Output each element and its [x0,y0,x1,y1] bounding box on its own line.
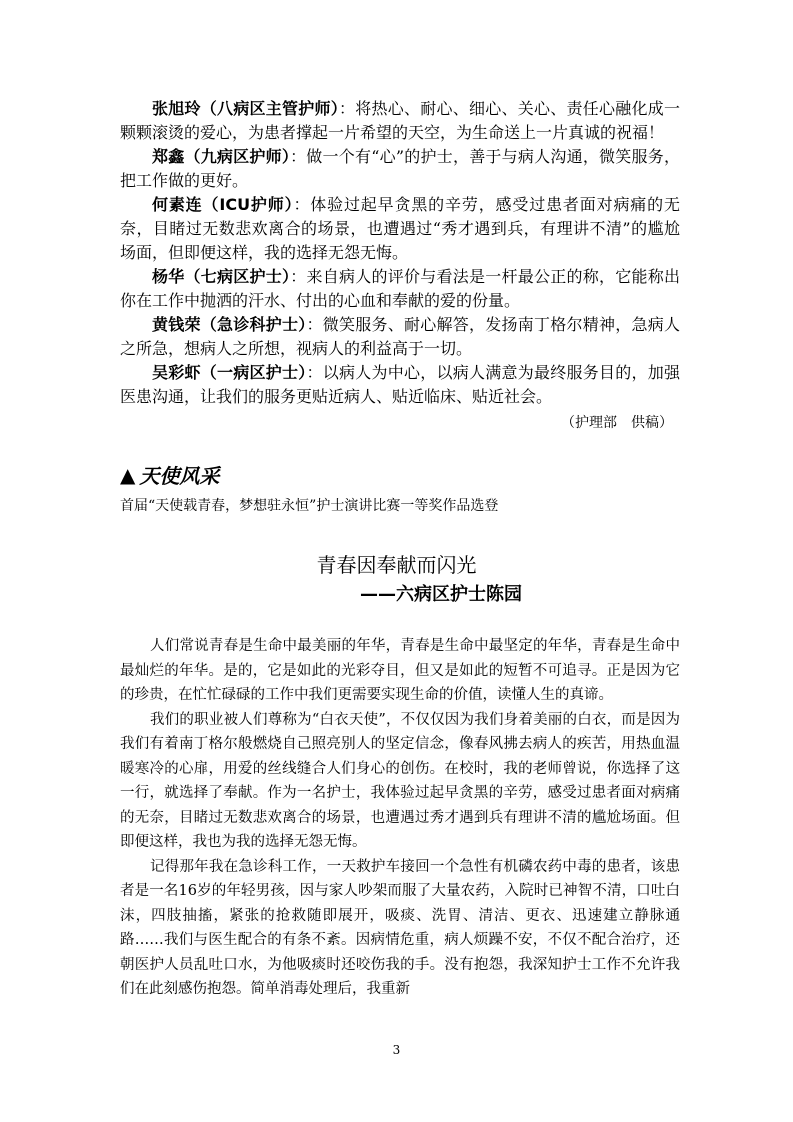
section-intro: 首届“天使载青春，梦想驻永恒”护士演讲比赛一等奖作品选登 [120,498,499,514]
quote-item [120,265,680,313]
quote-text: ：微笑服务、耐心解答，发扬南丁格尔精神，急病人之所急，想病人之所想，视病人的利益高于一切。 [120,315,680,358]
quote-text: ：来自病人的评价与看法是一杆最公正的称，它能称出你在工作中抛洒的汗水、付出的心血和奉献的爱的份量。 [120,267,680,310]
quote-name: 杨华（七病区护士） [152,267,291,286]
article-paragraph: 记得那年我在急诊科工作，一天救护车接回一个急性有机磷农药中毒的患者，该患者是一名16岁的年轻男孩，因与家人吵架而服了大量农药，入院时已神智不清，口吐白沫，四肢抽搐，紧张的抢救随即展开，吸痰、洗胃、清洁、更衣、迅速建立静脉通路……我们与医生配合的有条不紊。因病情危重，病人烦躁不安，不仅不配合治疗，还朝医护人员乱吐口水，为他吸痰时还咬伤我的手。没有抱怨，我深知护士工作不允许我们在此刻感伤抱怨。简单消毒处理后，我重新 [120,858,680,997]
section-heading [120,460,219,489]
page-number: 3 [392,1043,401,1057]
quote-text: ：做一个有“心”的护士，善于与病人沟通，微笑服务，把工作做的更好。 [120,147,680,190]
quote-text: ：体验过起早贪黑的辛劳，感受过患者面对病痛的无奈，目睹过无数悲欢离合的场景，也遭遇过“秀才遇到兵，有理讲不清”的尴尬场面，但即便这样，我的选择无怨无悔。 [120,195,680,262]
quote-name: 吴彩虾（一病区护士） [152,363,307,382]
quote-item [120,193,680,265]
quote-item [120,313,680,361]
quote-item [120,361,680,409]
quote-item [120,97,680,145]
quote-text: ：将热心、耐心、细心、关心、责任心融化成一颗颗滚烫的爱心，为患者撑起一片希望的天空，为生命送上一片真诚的祝福！ [120,99,680,142]
quote-item [120,145,680,193]
section-title: 天使风采 [139,464,220,488]
credit-line: （护理部 供稿） [561,415,673,431]
quote-name: 张旭玲（八病区主管护师） [152,99,339,118]
quote-name: 郑鑫（九病区护师） [152,147,291,166]
article-paragraph: 我们的职业被人们尊称为“白衣天使”，不仅仅因为我们身着美丽的白衣，而是因为我们有着南丁格尔般燃烧自己照亮别人的坚定信念，像春风拂去病人的疾苦，用热血温暖寒冷的心扉，用爱的丝线缝合人们身心的创伤。在校时，我的老师曾说，你选择了这一行，就选择了奉献。作为一名护士，我体验过起早贪黑的辛劳，感受过患者面对病痛的无奈，目睹过无数悲欢离合的场景，也遭遇过秀才遇到兵有理讲不清的尴尬场面。但即便这样，我也为我的选择无怨无悔。 [120,711,680,850]
quote-text: ：以病人为中心，以病人满意为最终服务目的，加强医患沟通，让我们的服务更贴近病人、贴近临床、贴近社会。 [120,363,680,406]
article-author: ——六病区护士陈园 [360,584,522,605]
quote-name: 何素连（ICU护师） [152,195,294,214]
nurse-quotes [120,97,680,409]
article-paragraph: 人们常说青春是生命中最美丽的年华，青春是生命中最坚定的年华，青春是生命中最灿烂的年华。是的，它是如此的光彩夺目，但又是如此的短暂不可追寻。正是因为它的珍贵，在忙忙碌碌的工作中我们更需要实现生命的价值，读懂人生的真谛。 [120,638,680,703]
triangle-icon: ▲ [120,462,136,487]
article-title: 青春因奉献而闪光 [316,553,477,577]
article-body [120,634,680,1002]
quote-name: 黄钱荣（急诊科护士） [152,315,307,334]
